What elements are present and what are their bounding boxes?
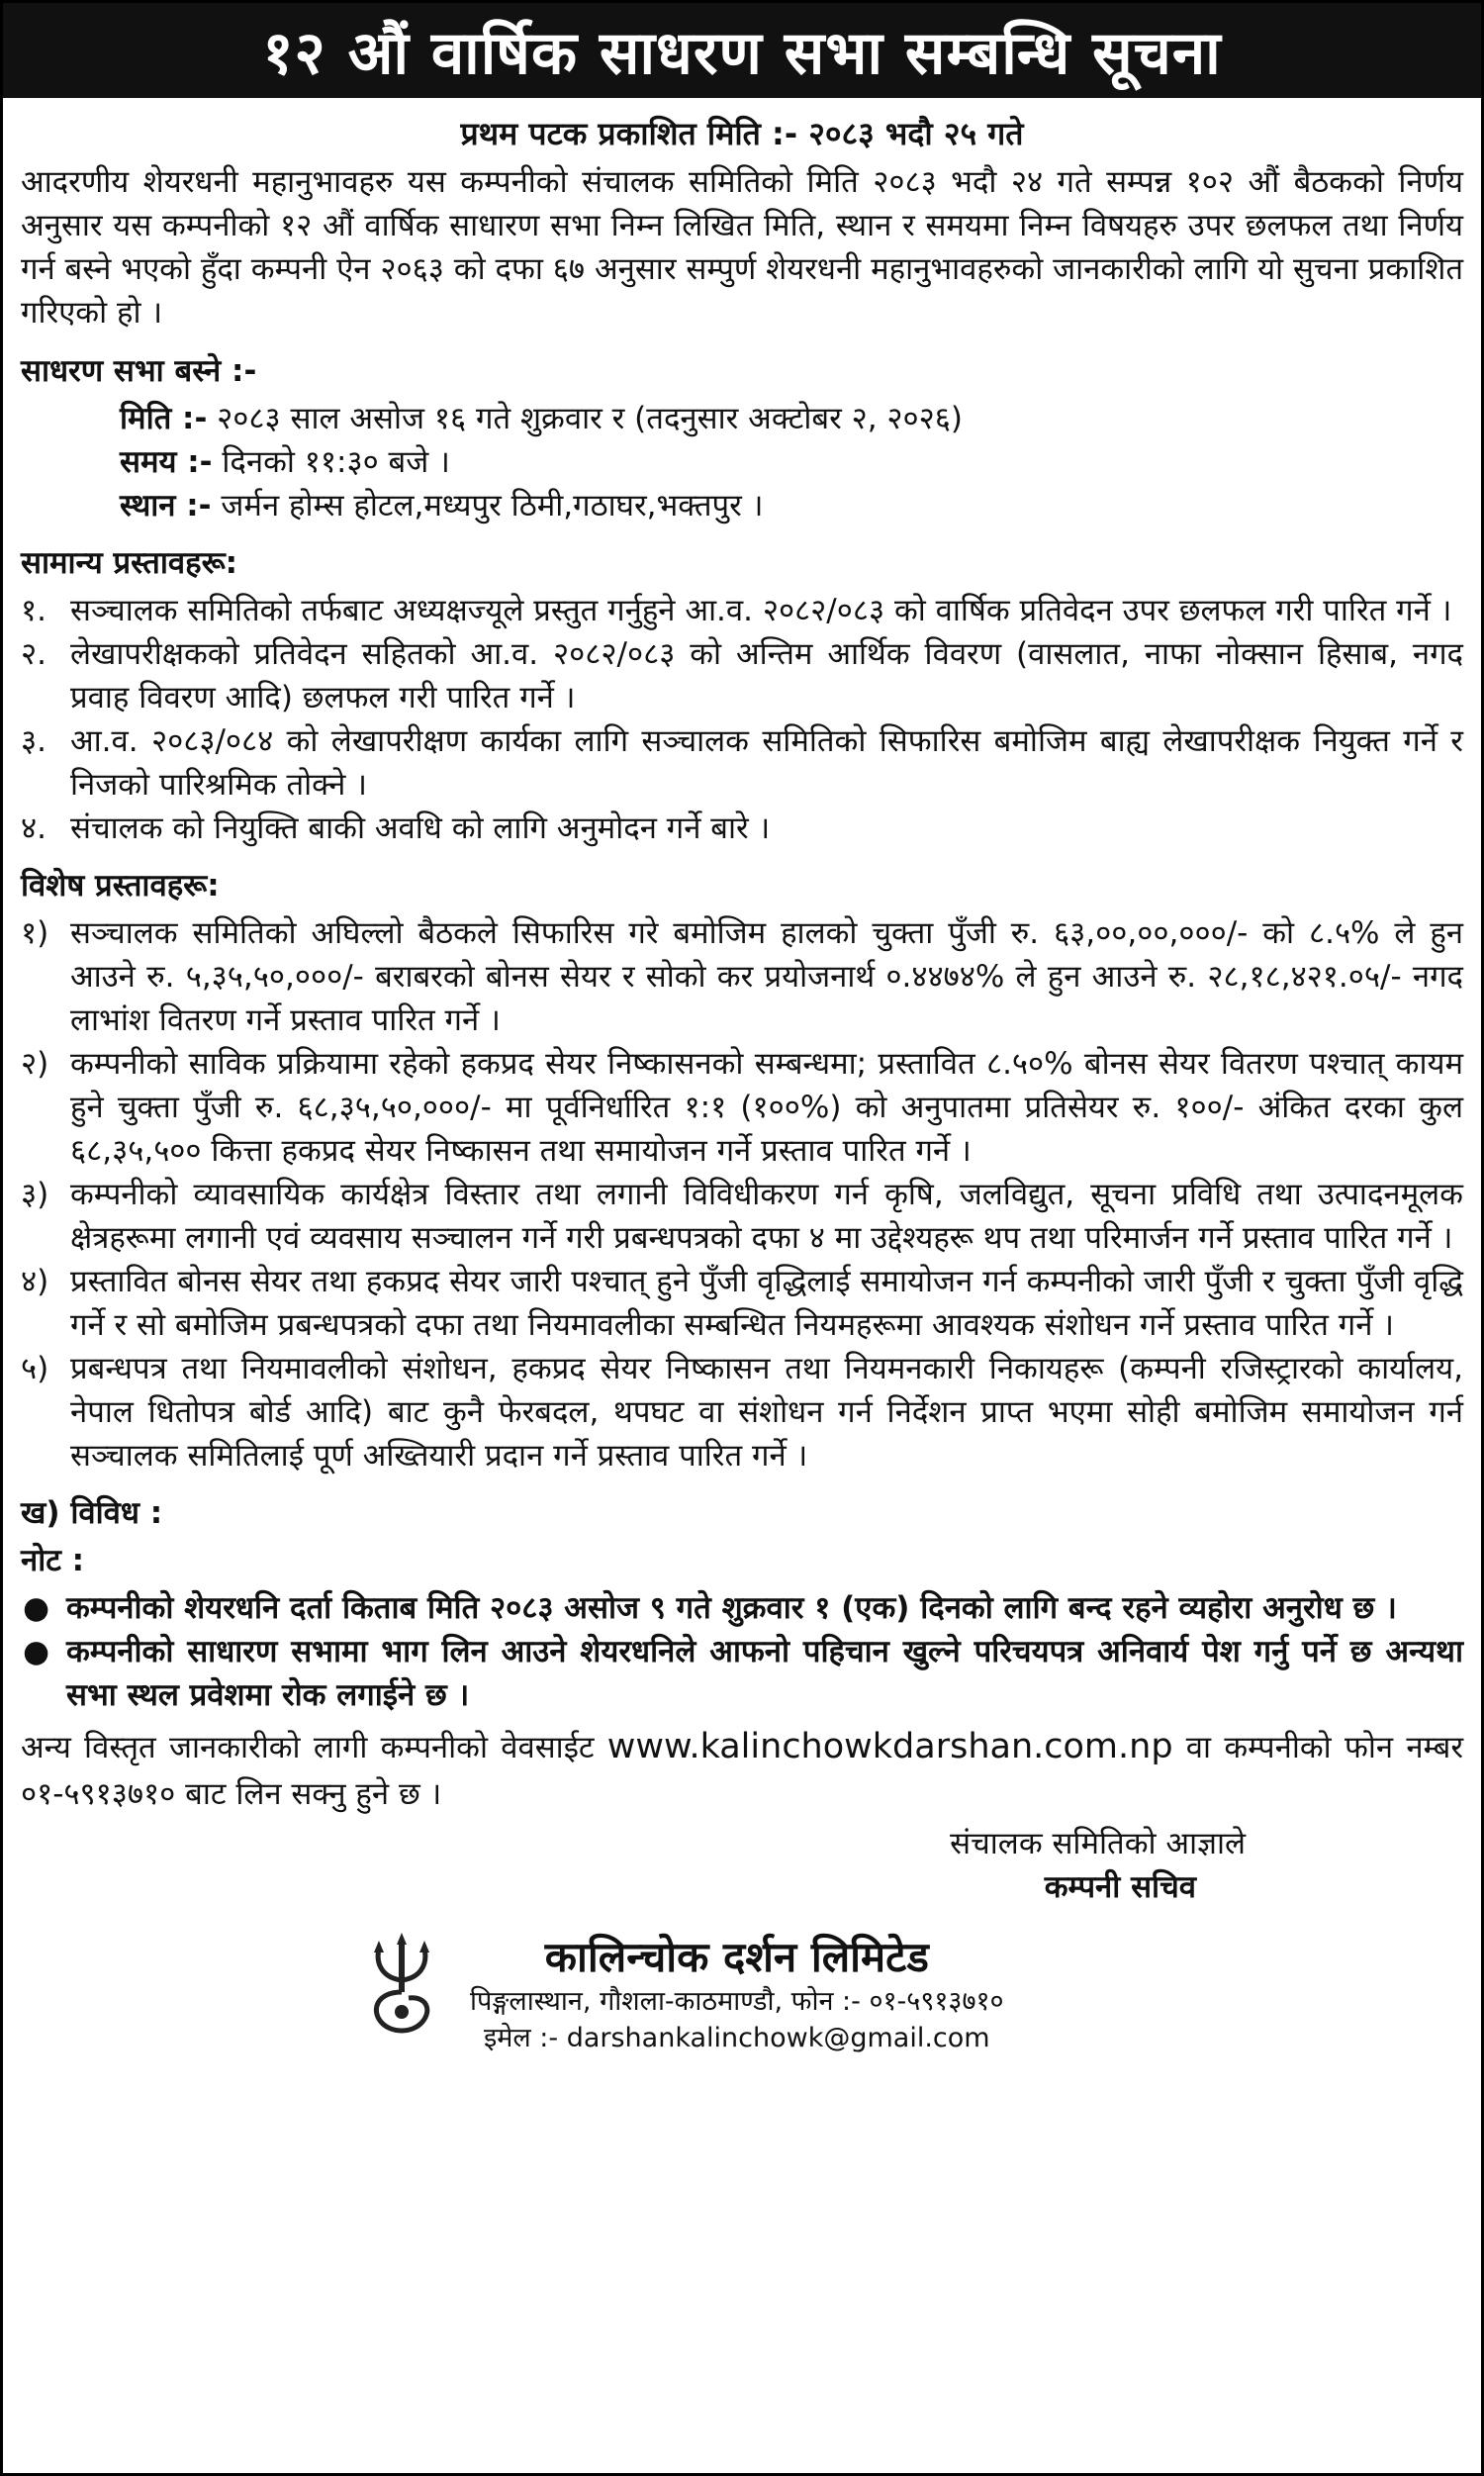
email-address[interactable]: darshankalinchowk@gmail.com <box>566 2022 990 2053</box>
meeting-date-value: २०८३ साल असोज १६ गते शुक्रवार र (तदनुसार अक्टोबर २, २०२६) <box>207 400 964 436</box>
publication-date: प्रथम पटक प्रकाशित मिति :- २०८३ भदौ २५ गते <box>460 115 1024 152</box>
notice-title: १२ औं वार्षिक साधरण सभा सम्बन्धि सूचना <box>3 3 1481 98</box>
item-number: १. <box>21 592 46 628</box>
item-number: ३) <box>21 1176 49 1212</box>
item-number: २. <box>21 635 46 672</box>
trident-icon <box>357 1931 446 2040</box>
special-proposals-heading: विशेष प्रस्तावहरू: <box>21 867 220 904</box>
general-proposal-item <box>21 632 1463 719</box>
company-secretary: कम्पनी सचिव <box>1044 1868 1196 1905</box>
general-proposal-item <box>21 589 1463 632</box>
item-text: लेखापरीक्षकको प्रतिवेदन सहितको आ.व. २०८२/०८३ को अन्तिम आर्थिक विवरण (वासलात, नाफा नोक्सान हिसाब, नगद प्रवाह विवरण आदि) छलफल गरी पारित गर्ने । <box>70 635 1463 715</box>
general-proposals-heading: सामान्य प्रस्तावहरू: <box>21 544 238 581</box>
notes-heading: नोट : <box>21 1542 85 1578</box>
meeting-place <box>21 484 1463 527</box>
item-number: ४) <box>21 1263 49 1299</box>
note-text: कम्पनीको साधारण सभामा भाग लिन आउने शेयरधनिले आफनो पहिचान खुल्ने परिचयपत्र अनिवार्य पेश गर्नु पर्ने छ अन्यथा सभा स्थल प्रवेशमा रोक लगाईने छ । <box>66 1633 1463 1713</box>
intro-paragraph: आदरणीय शेयरधनी महानुभावहरु यस कम्पनीको संचालक समितिको मिति २०८३ भदौ २४ गते सम्पन्न १०२ औं बैठकको निर्णय अनुसार यस कम्पनीको १२ औं वार्षिक साधारण सभा निम्न लिखित मिति, स्थान र समयमा निम्न विषयहरु उपर छलफल तथा निर्णय गर्न बस्ने भएको हुँदा कम्पनी ऐन २०६३ को दफा ६७ अनुसार सम्पुर्ण शेयरधनी महानुभावहरुको जानकारीको लागि यो सुचना प्रकाशित गरिएको हो । <box>21 164 1463 332</box>
company-address: पिङ्गलास्थान, गौशला-काठमाण्डौ, फोन :- ०१-५९१३७१० <box>470 1986 1004 2018</box>
item-number: २) <box>21 1045 49 1082</box>
misc-heading: ख) विविध : <box>21 1494 163 1531</box>
meeting-date <box>21 397 1463 440</box>
item-text: सञ्चालक समितिको तर्फबाट अध्यक्षज्यूले प्रस्तुत गर्नुहुने आ.व. २०८२/०८३ को वार्षिक प्रतिवेदन उपर छलफल गरी पारित गर्ने । <box>70 592 1452 628</box>
bullet-icon: ● <box>23 1633 50 1669</box>
general-proposal-item <box>21 807 1463 850</box>
note-item <box>21 1630 1463 1717</box>
notice-body <box>3 98 1481 2056</box>
meeting-time <box>21 440 1463 484</box>
contact-info <box>21 1723 1463 1816</box>
meeting-time-value: दिनको ११:३० बजे । <box>212 443 450 480</box>
item-text: सञ्चालक समितिको अघिल्लो बैठकले सिफारिस गरे बमोजिम हालको चुक्ता पुँजी रु. ६३,००,००,०००/- को ८.५% ले हुन आउने रु. ५,३५,५०,०००/- बराबरको बोनस सेयर र सोको कर प्रयोजनार्थ ०.४४७४% ले हुन आउने रु. २८,१८,४२१.०५/- नगद लाभांश वितरण गर्ने प्रस्ताव पारित गर्ने । <box>70 914 1463 1038</box>
special-proposal-item <box>21 911 1463 1042</box>
note-item <box>21 1586 1463 1630</box>
meeting-place-label: स्थान :- <box>120 487 212 524</box>
item-text: प्रस्तावित बोनस सेयर तथा हकप्रद सेयर जारी पश्चात् हुने पुँजी वृद्धिलाई समायोजन गर्न कम्पनीको जारी पुँजी र चुक्ता पुँजी वृद्धि गर्ने र सो बमोजिम प्रबन्धपत्रको दफा तथा नियमावलीका सम्बन्धित नियमहरूमा आवश्यक संशोधन गर्ने प्रस्ताव पारित गर्ने । <box>70 1263 1463 1343</box>
company-details <box>470 1931 1004 2056</box>
special-proposal-item <box>21 1260 1463 1347</box>
contact-text-before: अन्य विस्तृत जानकारीको लागी कम्पनीको वेवसाईट <box>21 1729 607 1765</box>
contact-text-after: वा कम्पनीको फोन नम्बर ०१-५९१३७१० बाट लिन सक्नु हुने छ । <box>21 1729 1463 1812</box>
item-text: संचालक को नियुक्ति बाकी अवधि को लागि अनुमोदन गर्ने बारे । <box>70 809 771 846</box>
item-number: ३. <box>21 722 46 759</box>
special-proposal-item <box>21 1173 1463 1260</box>
special-proposal-item <box>21 1347 1463 1477</box>
item-number: ५) <box>21 1350 49 1386</box>
company-email-line <box>470 2021 1004 2056</box>
meeting-time-label: समय :- <box>120 443 213 480</box>
board-order: संचालक समितिको आज्ञाले <box>950 1825 1246 1861</box>
item-number: ४. <box>21 809 46 846</box>
item-text: आ.व. २०८३/०८४ को लेखापरीक्षण कार्यका लागि सञ्चालक समितिको सिफारिस बमोजिम बाह्य लेखापरीक्षक नियुक्त गर्ने र निजको पारिश्रमिक तोक्ने । <box>70 722 1463 803</box>
item-number: १) <box>21 914 49 951</box>
note-text: कम्पनीको शेयरधनि दर्ता किताब मिति २०८३ असोज ९ गते शुक्रवार १ (एक) दिनको लागि बन्द रहने व्यहोरा अनुरोध छ । <box>66 1589 1397 1626</box>
website-link[interactable]: www.kalinchowkdarshan.com.np <box>606 1726 1173 1766</box>
company-name: कालिन्चोक दर्शन लिमिटेड <box>544 1932 929 1981</box>
item-text: कम्पनीको व्यावसायिक कार्यक्षेत्र विस्तार तथा लगानी विविधीकरण गर्न कृषि, जलविद्युत, सूचना प्रविधि तथा उत्पादनमूलक क्षेत्रहरूमा लगानी एवं व्यवसाय सञ्चालन गर्ने गरी प्रबन्धपत्रको दफा ४ मा उद्देश्यहरू थप तथा परिमार्जन गर्ने प्रस्ताव पारित गर्ने । <box>70 1176 1463 1256</box>
meeting-date-label: मिति :- <box>120 400 208 436</box>
meeting-heading: साधरण सभा बस्ने :- <box>21 352 257 389</box>
meeting-place-value: जर्मन होम्स होटल,मध्यपुर ठिमी,गठाघर,भक्तपुर । <box>211 487 764 524</box>
company-footer <box>21 1931 1463 2056</box>
item-text: प्रबन्धपत्र तथा नियमावलीको संशोधन, हकप्रद सेयर निष्कासन तथा नियमनकारी निकायहरू (कम्पनी रजिस्ट्रारको कार्यालय, नेपाल धितोपत्र बोर्ड आदि) बाट कुनै फेरबदल, थपघट वा संशोधन गर्न निर्देशन प्राप्त भएमा सोही बमोजिम समायोजन गर्न सञ्चालक समितिलाई पूर्ण अख्तियारी प्रदान गर्ने प्रस्ताव पारित गर्ने । <box>70 1350 1463 1474</box>
special-proposal-item <box>21 1042 1463 1173</box>
general-proposal-item <box>21 719 1463 807</box>
email-label: इमेल :- <box>483 2022 567 2053</box>
item-text: कम्पनीको साविक प्रक्रियामा रहेको हकप्रद सेयर निष्कासनको सम्बन्धमा; प्रस्तावित ८.५०% बोनस सेयर वितरण पश्चात् कायम हुने चुक्ता पुँजी रु. ६८,३५,५०,०००/- मा पूर्वनिर्धारित १:१ (१००%) को अनुपातमा प्रतिसेयर रु. १००/- अंकित दरका कुल ६८,३५,५०० कित्ता हकप्रद सेयर निष्कासन तथा समायोजन गर्ने प्रस्ताव पारित गर्ने । <box>70 1045 1463 1169</box>
bullet-icon: ● <box>23 1589 50 1626</box>
